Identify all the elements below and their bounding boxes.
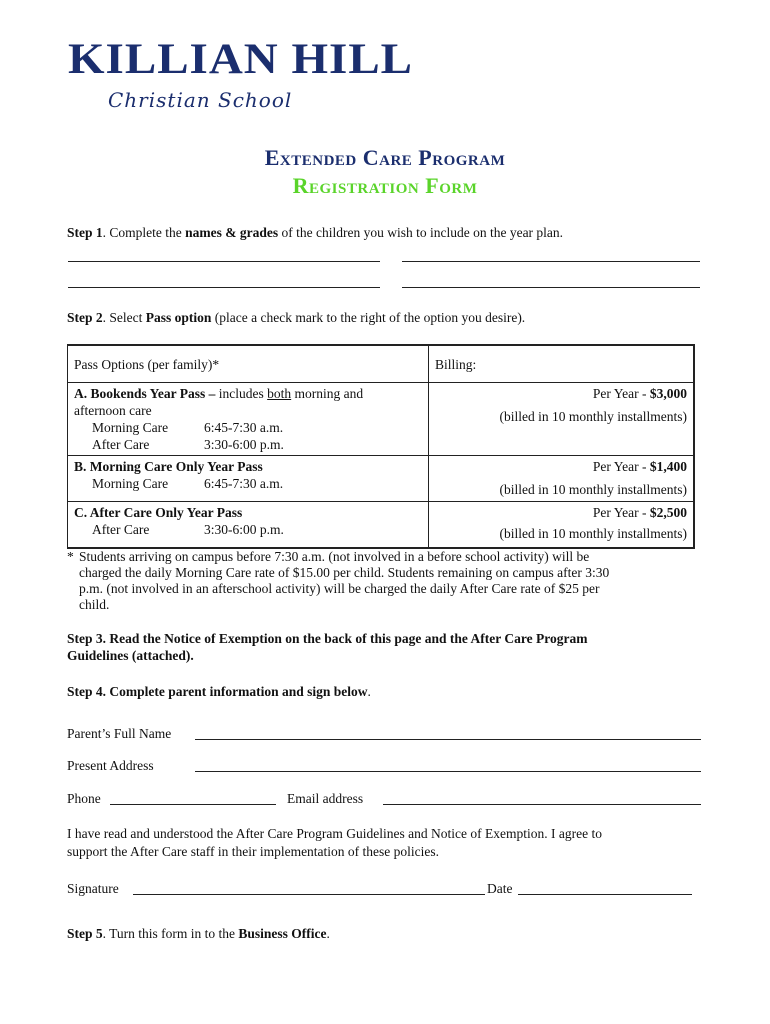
date-field[interactable] [518, 894, 692, 895]
price-b: $1,400 [649, 459, 687, 474]
pass-options-table [67, 344, 695, 549]
step4-instruction: Step 4. Complete parent information and sign below. [67, 684, 371, 699]
step3-instruction: Step 3. Read the Notice of Exemption on the back of this page and the After Care Program Guidelines (attached). [67, 631, 588, 663]
pass-option-row-a [68, 383, 695, 456]
step1-instruction: Step 1. Complete the names & grades of the children you wish to include on the year plan. [67, 225, 564, 240]
form-subtitle: Registration Form [292, 173, 478, 198]
price-c: $2,500 [649, 505, 687, 520]
step5-label: Step 5 [67, 926, 103, 941]
date-label: Date [487, 881, 513, 896]
step2-instruction: Step 2. Select Pass option (place a check mark to the right of the option you desire). [67, 310, 526, 325]
step2-label: Step 2 [67, 310, 103, 325]
step3-label: Step 3 [67, 631, 103, 646]
signature-label: Signature [67, 881, 119, 896]
email-label: Email address [287, 791, 364, 806]
pass-option-a-billing[interactable]: Per Year - $3,000 (billed in 10 monthly installments) [429, 383, 695, 456]
child-name-line-1[interactable] [68, 261, 380, 262]
form-title: Extended Care Program [264, 145, 506, 170]
step1-label: Step 1 [67, 225, 103, 240]
pass-option-c-details: C. After Care Only Year Pass After Care 3:30-6:00 p.m. [68, 502, 429, 548]
pass-option-row-c [68, 502, 695, 548]
agreement-text: I have read and understood the After Care Program Guidelines and Notice of Exemption. I agree to support the After Care staff in their implementation of these policies. [67, 826, 602, 859]
billing-header: Billing: [429, 345, 695, 383]
step5-instruction: Step 5. Turn this form in to the Business Office. [67, 926, 330, 941]
phone-field[interactable] [110, 804, 276, 805]
price-a: $3,000 [649, 386, 687, 401]
parent-name-field[interactable] [195, 739, 701, 740]
rate-footnote: * Students arriving on campus before 7:30 a.m. (not involved in a before school activity) will be charged the daily Morning Care rate of $15.00 per child. Students remaining on campus after 3:30 p.m. (not involved in an afterschool activity) will be charged the daily After Care rate of $25 per child. [67, 549, 610, 612]
child-name-line-4[interactable] [402, 287, 700, 288]
table-header-row [68, 345, 695, 383]
pass-option-a-details: A. Bookends Year Pass – includes both morning and afternoon care Morning Care 6:45-7:30 a.m. After Care 3:30-6:00 p.m. [68, 383, 429, 456]
email-field[interactable] [383, 804, 701, 805]
step4-label: Step 4 [67, 684, 103, 699]
pass-option-b-details: B. Morning Care Only Year Pass Morning Care 6:45-7:30 a.m. [68, 456, 429, 502]
parent-name-label: Parent’s Full Name [67, 726, 172, 741]
signature-field[interactable] [133, 894, 485, 895]
pass-option-c-billing[interactable]: Per Year - $2,500 (billed in 10 monthly installments) [429, 502, 695, 548]
school-logo-wordmark: KILLIAN HILL [68, 35, 414, 84]
child-name-line-3[interactable] [68, 287, 380, 288]
pass-option-row-b [68, 456, 695, 502]
pass-options-header: Pass Options (per family)* [68, 345, 429, 383]
phone-label: Phone [67, 791, 101, 806]
present-address-label: Present Address [67, 758, 154, 773]
present-address-field[interactable] [195, 771, 701, 772]
child-name-line-2[interactable] [402, 261, 700, 262]
footnote-star: * [67, 549, 74, 564]
school-logo-subtitle: Christian School [108, 88, 293, 112]
pass-option-b-billing[interactable]: Per Year - $1,400 (billed in 10 monthly installments) [429, 456, 695, 502]
